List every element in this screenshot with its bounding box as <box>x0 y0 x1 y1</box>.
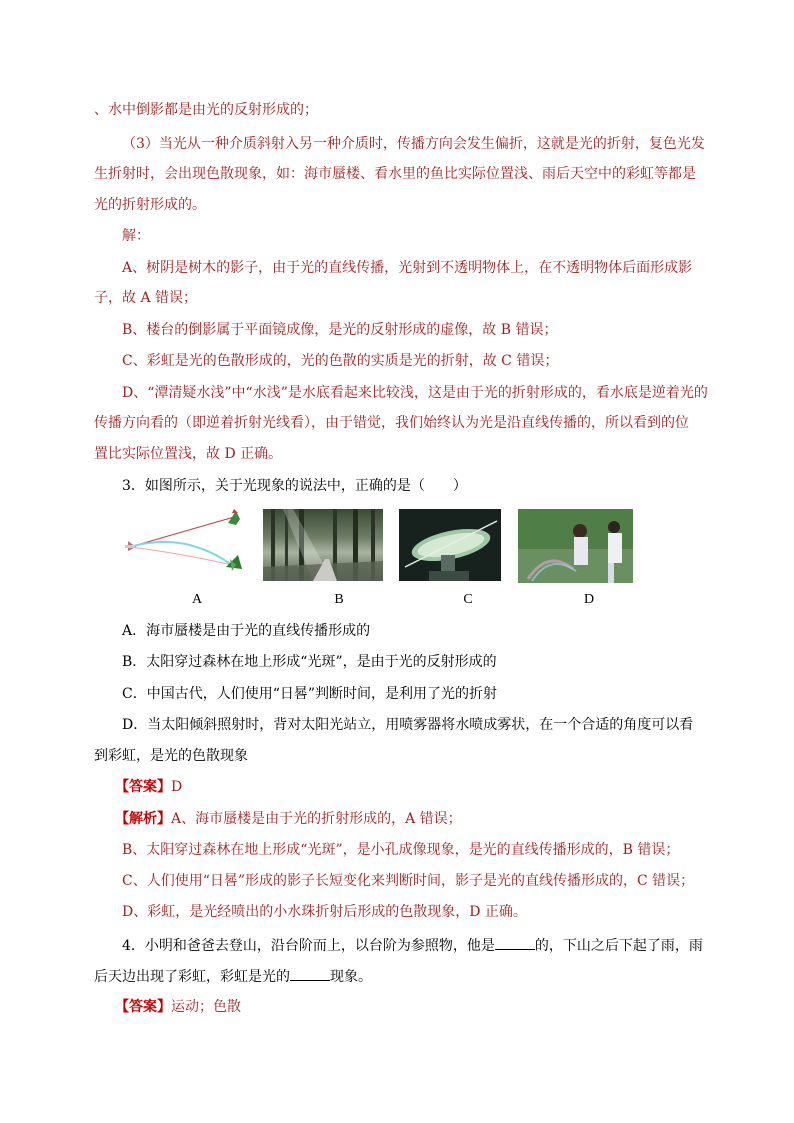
question-4-text: 现象。 <box>330 969 372 985</box>
analysis-line <box>115 809 462 829</box>
question-4-text: 的，下山之后下起了雨，雨 <box>534 938 703 954</box>
analysis-text: B、太阳穿过森林在地上形成“光斑”，是小孔成像现象，是光的直线传播形成的，B 错误； <box>122 842 680 858</box>
text-line: 解： <box>122 228 150 244</box>
figure-caption: A <box>191 592 203 607</box>
question-4-stem <box>122 935 703 956</box>
option-d: D．当太阳倾斜照射时，背对太阳光站立，用喷雾器将水喷成雾状，在一个合适的角度可以看 <box>122 717 694 733</box>
answer-value: 运动；色散 <box>171 999 241 1015</box>
figure-a-mirage-diagram <box>124 509 244 585</box>
text-line: 生折射时，会出现色散现象，如：海市蜃楼、看水里的鱼比实际位置浅、雨后天空中的彩虹等都是 <box>94 166 696 182</box>
text-line: D、“潭清疑水浅”中“水浅”是水底看起来比较浅，这是由于光的折射形成的，看水底是逆着光的 <box>122 385 708 401</box>
text-line: 光的折射形成的。 <box>94 197 206 213</box>
answer-value: D <box>171 779 183 795</box>
answer-line <box>115 777 182 797</box>
option-c: C．中国古代，人们使用“日晷”判断时间，是利用了光的折射 <box>122 686 498 702</box>
answer-label: 【答案】 <box>115 779 171 795</box>
answer-line <box>115 997 241 1017</box>
text-line: 置比实际位置浅，故 D 正确。 <box>94 446 283 462</box>
text-line: 传播方向看的（即逆着折射光线看），由于错觉，我们始终认为光是沿直线传播的，所以看到的位 <box>94 415 689 431</box>
question-4-stem-cont <box>94 966 372 987</box>
answer-label: 【答案】 <box>115 999 171 1015</box>
analysis-text: A、海市蜃楼是由于光的折射形成的，A 错误； <box>171 811 462 827</box>
question-4-text: 4．小明和爸爸去登山，沿台阶而上，以台阶为参照物，他是 <box>122 938 495 954</box>
text-line: 、水中倒影都是由光的反射形成的； <box>94 102 318 118</box>
option-b: B．太阳穿过森林在地上形成“光斑”，是由于光的反射形成的 <box>122 654 497 670</box>
figure-caption: D <box>583 592 595 607</box>
analysis-text: C、人们使用“日晷”形成的影子长短变化来判断时间，影子是光的直线传播形成的，C 错误； <box>122 873 695 889</box>
figure-caption: B <box>334 592 344 607</box>
figure-c-sundial-photo <box>399 509 501 581</box>
analysis-label: 【解析】 <box>115 811 171 827</box>
text-line: （3）当光从一种介质斜射入另一种介质时，传播方向会发生偏折，这就是光的折射，复色光发 <box>122 136 705 152</box>
figure-b-forest-photo <box>263 509 383 581</box>
figure-caption: C <box>463 592 473 607</box>
answer-blank <box>290 966 330 981</box>
figure-d-rainbow-photo <box>518 509 633 583</box>
option-d-cont: 到彩虹，是光的色散现象 <box>94 748 248 764</box>
question-3-stem: 3．如图所示，关于光现象的说法中，正确的是（ ） <box>122 478 467 494</box>
text-line: A、树阴是树木的影子，由于光的直线传播，光射到不透明物体上，在不透明物体后面形成影 <box>122 260 693 276</box>
question-4-text: 后天边出现了彩虹，彩虹是光的 <box>94 969 290 985</box>
answer-blank <box>495 935 535 950</box>
text-line: B、楼台的倒影属于平面镜成像，是光的反射形成的虚像，故 B 错误； <box>122 322 558 338</box>
text-line: 子，故 A 错误； <box>94 290 198 306</box>
option-a: A．海市蜃楼是由于光的直线传播形成的 <box>122 623 371 639</box>
text-line: C、彩虹是光的色散形成的，光的色散的实质是光的折射，故 C 错误； <box>122 353 559 369</box>
analysis-text: D、彩虹，是光经喷出的小水珠折射后形成的色散现象，D 正确。 <box>122 904 527 920</box>
